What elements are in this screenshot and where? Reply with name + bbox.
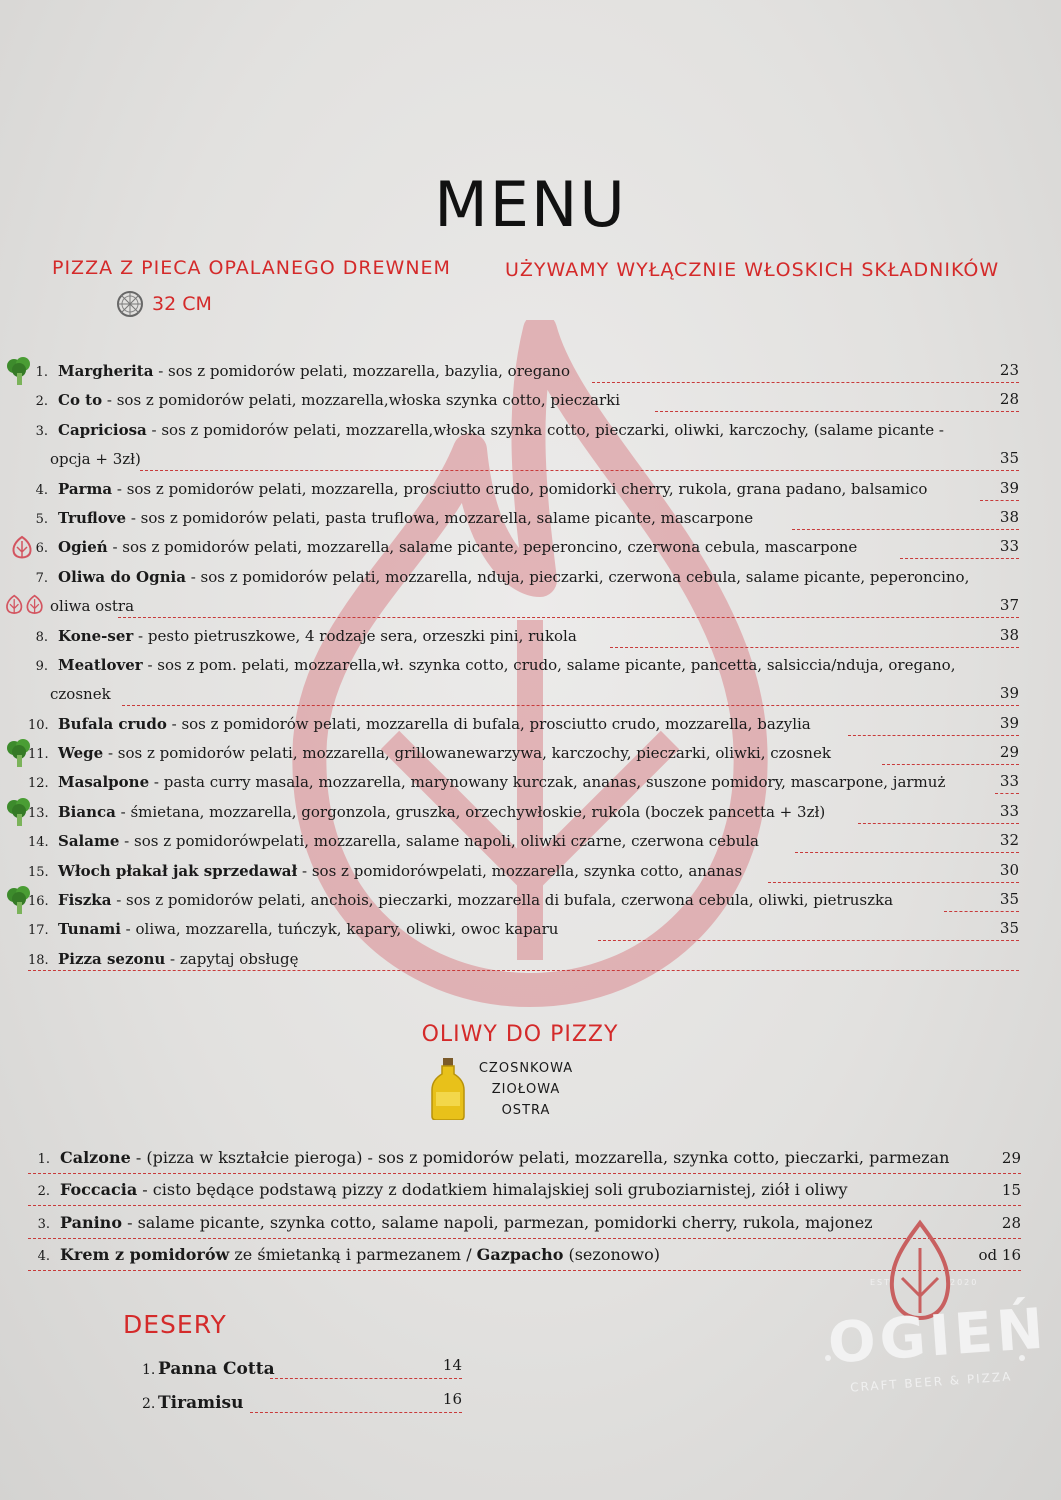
leader-line	[792, 529, 1019, 530]
divider-line	[28, 1205, 1021, 1206]
menu-item-continuation	[0, 591, 1061, 620]
dessert-item	[142, 1356, 462, 1386]
item-name: Salame	[58, 832, 120, 851]
menu-item	[0, 856, 1061, 885]
item-text	[58, 920, 558, 938]
item-price: 35	[999, 449, 1019, 468]
menu-item	[0, 650, 1061, 679]
item-number: 7.	[35, 570, 48, 586]
item-number: 14.	[28, 835, 49, 851]
item-text	[58, 715, 811, 733]
item-number: 1.	[35, 365, 48, 380]
item-number: 16.	[28, 894, 49, 910]
leader-line	[795, 852, 1019, 853]
item-price: 35	[999, 890, 1019, 909]
oils-list	[470, 1058, 582, 1121]
leader-line	[598, 940, 1019, 941]
item-name: Capriciosa	[58, 420, 147, 439]
item-description: - pasta curry masala, mozzarella, marynowany kurczak, ananas, suszone pomidory, mascarpone, jarmuż	[149, 773, 946, 792]
item-price: 29	[999, 743, 1019, 762]
item-price: 35	[999, 919, 1019, 938]
item-name: Co to	[58, 391, 103, 410]
leader-line	[118, 617, 1019, 618]
item-description: - zapytaj obsługę	[165, 949, 299, 968]
item-price: 23	[999, 361, 1019, 379]
item-price: 33	[999, 772, 1019, 791]
desserts-title: DESERY	[123, 1310, 227, 1339]
item-text	[58, 832, 759, 850]
item-description: - sos z pomidorów pelati, mozzarella, grillowanewarzywa, karczochy, pieczarki, oliwki, czosnek	[103, 744, 831, 763]
item-text	[58, 538, 857, 556]
menu-item	[0, 944, 1061, 973]
item-price: od 16	[978, 1245, 1021, 1264]
menu-item	[0, 415, 1061, 444]
item-name: Parma	[58, 479, 113, 498]
item-text	[58, 480, 927, 498]
item-description: - sos z pomidorów pelati, mozzarella, prosciutto crudo, pomidorki cherry, rukola, grana padano, balsamico	[112, 479, 928, 498]
item-name: Bianca	[58, 802, 116, 821]
oil-bottle-icon	[430, 1058, 466, 1120]
dessert-price: 16	[442, 1390, 462, 1408]
menu-item	[0, 532, 1061, 561]
item-price: 39	[999, 478, 1019, 497]
item-number: 13.	[28, 805, 49, 821]
item-name: Calzone	[60, 1148, 131, 1167]
other-item	[0, 1143, 1061, 1175]
item-name: Oliwa do Ognia	[58, 567, 186, 586]
item-name: Truflove	[58, 508, 127, 527]
item-price: 38	[999, 507, 1019, 526]
item-description: - cisto będące podstawą pizzy z dodatkiem himalajskiej soli gruboziarnistej, ziół i oliwy	[137, 1180, 848, 1200]
dessert-number: 1.	[142, 1362, 156, 1378]
size-label: 32 CM	[152, 293, 212, 315]
item-text	[58, 656, 955, 674]
leader-line	[655, 411, 1019, 412]
leader-line	[768, 882, 1019, 883]
dessert-item	[142, 1390, 462, 1420]
item-text	[58, 509, 753, 527]
item-price: 29	[1001, 1149, 1021, 1167]
item-number: 4.	[35, 482, 48, 498]
item-name: Ogień	[58, 538, 108, 557]
dessert-name: Tiramisu	[158, 1393, 244, 1413]
item-price: 38	[999, 625, 1019, 644]
item-description: - sos z pomidorów pelati, anchois, pieczarki, mozzarella di bufala, czerwona cebula, oliwki, pietruszka	[111, 891, 894, 910]
item-text	[58, 950, 299, 968]
oil-item: OSTRA	[501, 1103, 551, 1118]
item-price: 37	[999, 596, 1019, 615]
menu-item-continuation	[0, 679, 1061, 708]
item-text	[58, 891, 893, 909]
leader-line	[140, 470, 1019, 471]
item-number: 2.	[37, 1184, 50, 1200]
menu-item	[0, 738, 1061, 767]
menu-item	[0, 767, 1061, 796]
item-description-continued: oliwa ostra	[50, 597, 135, 616]
oil-item: CZOSNKOWA	[478, 1061, 574, 1076]
menu-item	[0, 562, 1061, 591]
item-text	[58, 744, 831, 762]
item-description: - sos z pom. pelati, mozzarella,wł. szynka cotto, crudo, salame picante, pancetta, salsiccia/nduja, oregano,	[142, 655, 956, 674]
item-description-continued: czosnek	[50, 685, 111, 704]
item-text	[58, 627, 577, 645]
item-text	[58, 421, 944, 439]
leader-line	[28, 970, 1019, 971]
item-name: Margherita	[58, 362, 154, 380]
item-name: Tunami	[58, 920, 121, 939]
item-name: Meatlover	[58, 655, 143, 674]
logo-tagline: CRAFT BEER & PIZZA	[849, 1369, 1013, 1395]
item-name: Pizza sezonu	[58, 949, 166, 968]
item-price: 30	[999, 860, 1019, 879]
item-description: - (pizza w kształcie pieroga) - sos z pomidorów pelati, mozzarella, szynka cotto, pieczarki, parmezan	[130, 1148, 950, 1167]
item-description: - sos z pomidorów pelati, mozzarella,włoska szynka cotto, pieczarki	[102, 391, 621, 410]
leader-line	[122, 705, 1019, 706]
item-name: Wege	[58, 744, 104, 763]
dessert-name: Panna Cotta	[158, 1359, 275, 1379]
item-number: 3.	[35, 423, 48, 439]
item-description: - sos z pomidorów pelati, mozzarella,włoska szynka cotto, pieczarki, oliwki, karczochy, (salame picante -	[146, 420, 944, 439]
item-number: 1.	[37, 1152, 50, 1167]
page-title: MENU	[434, 168, 627, 241]
dessert-price: 14	[442, 1356, 462, 1374]
item-text	[58, 862, 742, 880]
item-price: 28	[1001, 1213, 1021, 1232]
item-name: Włoch płakał jak sprzedawał	[58, 861, 298, 880]
item-description: - oliwa, mozzarella, tuńczyk, kapary, oliwki, owoc kaparu	[120, 920, 559, 939]
item-number: 4.	[37, 1248, 50, 1264]
item-number: 12.	[28, 776, 49, 792]
logo-name: OGIEŃ	[826, 1296, 1050, 1377]
leader-line	[610, 647, 1019, 648]
item-description-continued: opcja + 3zł)	[50, 450, 141, 469]
item-text	[60, 1245, 660, 1264]
leader-line	[882, 764, 1019, 765]
item-text	[58, 803, 825, 821]
item-description: - śmietana, mozzarella, gorgonzola, gruszka, orzechywłoskie, rukola (boczek pancetta + 3zł)	[115, 802, 826, 821]
subtitle-italian-ingredients: UŻYWAMY WYŁĄCZNIE WŁOSKICH SKŁADNIKÓW	[505, 259, 1000, 281]
item-description: - sos z pomidorów pelati, mozzarella, nduja, pieczarki, czerwona cebula, salame picante, peperoncino,	[185, 567, 970, 586]
menu-item	[0, 621, 1061, 650]
menu-item-continuation	[0, 444, 1061, 473]
leader-line	[995, 793, 1019, 794]
item-price: 33	[999, 801, 1019, 820]
item-price: 33	[999, 537, 1019, 556]
leader-line	[592, 382, 1019, 383]
menu-item	[0, 709, 1061, 738]
logo-year: 2020	[950, 1278, 979, 1287]
item-number: 2.	[35, 394, 48, 410]
leader-line	[900, 558, 1019, 559]
item-name: Bufala crudo	[58, 714, 167, 733]
item-number: 6.	[35, 541, 48, 557]
subtitle-wood-oven: PIZZA Z PIECA OPALANEGO DREWNEM	[52, 257, 451, 279]
menu-item	[0, 356, 1061, 385]
item-number: 5.	[35, 511, 48, 527]
item-name: Panino	[60, 1212, 122, 1232]
item-text	[58, 391, 620, 409]
item-name: Kone-ser	[58, 626, 134, 645]
menu-item	[0, 474, 1061, 503]
item-price: 39	[999, 713, 1019, 732]
leader-line	[980, 500, 1019, 501]
item-number: 9.	[35, 658, 48, 674]
item-description: ze śmietanką i parmezanem /	[229, 1244, 477, 1264]
item-name: Fiszka	[58, 891, 112, 910]
menu-item	[0, 914, 1061, 943]
item-description: - sos z pomidorów pelati, mozzarella, salame picante, peperoncino, czerwona cebula, mascarpone	[107, 538, 858, 557]
leader-line	[944, 911, 1019, 912]
oil-item: ZIOŁOWA	[491, 1082, 561, 1097]
menu-item	[0, 385, 1061, 414]
item-number: 10.	[28, 717, 49, 733]
pizza-list	[0, 356, 1061, 973]
pizza-icon	[116, 290, 144, 318]
menu-item	[0, 885, 1061, 914]
item-price: 28	[999, 390, 1019, 409]
item-text	[58, 362, 570, 380]
menu-item	[0, 826, 1061, 855]
item-text	[60, 1148, 949, 1167]
item-description: - sos z pomidorów pelati, mozzarella di bufala, prosciutto crudo, mozzarella, bazylia	[166, 714, 811, 733]
item-price: 32	[999, 831, 1019, 850]
divider-line	[28, 1173, 1021, 1174]
leader-line	[848, 735, 1019, 736]
other-item	[0, 1175, 1061, 1207]
item-number: 18.	[28, 952, 49, 968]
item-description: - sos z pomidorów pelati, mozzarella, bazylia, oregano	[153, 362, 571, 380]
item-description: - sos z pomidorówpelati, mozzarella, szynka cotto, ananas	[297, 861, 743, 880]
item-number: 3.	[37, 1216, 50, 1232]
item-description: - sos z pomidorówpelati, mozzarella, salame napoli, oliwki czarne, czerwona cebula	[119, 832, 759, 851]
item-price: 15	[1001, 1181, 1021, 1200]
item-name: Krem z pomidorów	[60, 1244, 230, 1264]
item-number: 11.	[28, 747, 49, 763]
dessert-number: 2.	[142, 1396, 156, 1412]
item-number: 17.	[28, 923, 49, 939]
item-name: Masalpone	[58, 773, 150, 792]
logo-est: EST	[870, 1278, 892, 1287]
pizza-size	[116, 290, 212, 318]
item-name: Foccacia	[60, 1180, 138, 1200]
menu-item	[0, 797, 1061, 826]
oils-title: OLIWY DO PIZZY	[421, 1022, 619, 1047]
item-description: - salame picante, szynka cotto, salame napoli, parmezan, pomidorki cherry, rukola, majonez	[121, 1212, 873, 1232]
item-description: - sos z pomidorów pelati, pasta truflowa, mozzarella, salame picante, mascarpone	[126, 508, 754, 527]
menu-item	[0, 503, 1061, 532]
item-price: 39	[999, 684, 1019, 703]
item-description: - pesto pietruszkowe, 4 rodzaje sera, orzeszki pini, rukola	[133, 626, 577, 645]
item-text	[58, 773, 945, 791]
item-number: 8.	[35, 629, 48, 645]
item-name-secondary: Gazpacho	[476, 1244, 564, 1264]
item-text	[60, 1213, 873, 1232]
item-text	[60, 1180, 848, 1199]
leader-line	[858, 823, 1019, 824]
item-description-secondary: (sezonowo)	[563, 1244, 660, 1264]
item-number: 15.	[28, 864, 49, 880]
item-text	[58, 568, 969, 586]
